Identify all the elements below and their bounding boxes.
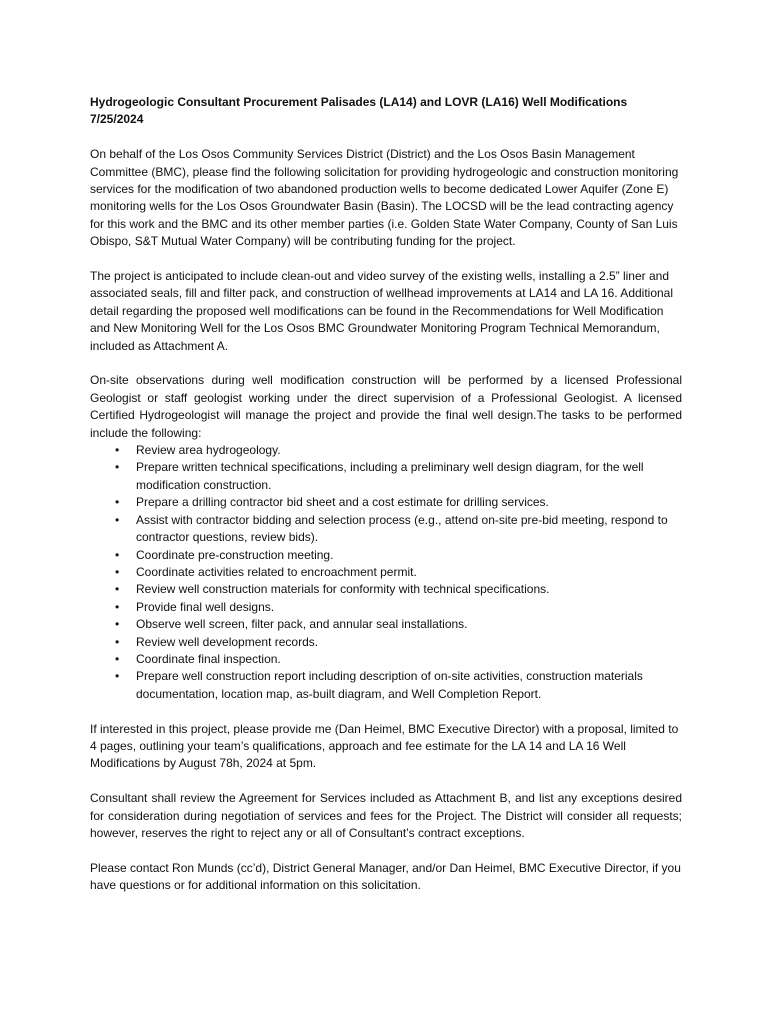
- task-text: Assist with contractor bidding and selection process (e.g., attend on-site pre-bid meeting, respond to contractor questions, review bids).: [136, 512, 668, 545]
- bullet-icon: •: [115, 582, 120, 597]
- task-item: [115, 459, 682, 494]
- task-text: Prepare written technical specifications, including a preliminary well design diagram, for the well modification construction.: [136, 460, 644, 492]
- task-text: Observe well screen, filter pack, and annular seal installations.: [136, 617, 468, 632]
- task-item: [115, 512, 682, 547]
- bullet-icon: •: [115, 634, 120, 649]
- bullet-icon: •: [115, 651, 120, 666]
- bullet-icon: •: [115, 547, 120, 562]
- document-date: 7/25/2024: [90, 112, 144, 127]
- observations-paragraph: On-site observations during well modification construction will be performed by a licensed Professional Geologist or staff geologist working under the direct supervision of a Professional Geologist. A licensed Certified Hydrogeologist will manage the project and provide the final well design.The tasks to be performed include the following:: [90, 373, 682, 440]
- task-text: Prepare a drilling contractor bid sheet and a cost estimate for drilling services.: [136, 495, 549, 510]
- bullet-icon: •: [115, 443, 120, 458]
- task-item: [115, 599, 682, 616]
- task-text: Provide final well designs.: [136, 599, 275, 614]
- task-item: [115, 616, 682, 633]
- contact-paragraph: Please contact Ron Munds (cc’d), District General Manager, and/or Dan Heimel, BMC Executive Director, if you have questions or for additional information on this solicitation.: [90, 860, 681, 893]
- task-item: [115, 581, 682, 598]
- task-text: Review area hydrogeology.: [136, 443, 281, 458]
- document-title: Hydrogeologic Consultant Procurement Palisades (LA14) and LOVR (LA16) Well Modifications: [90, 95, 628, 109]
- task-list: [90, 442, 682, 703]
- task-text: Review well construction materials for conformity with technical specifications.: [136, 582, 550, 597]
- agreement-paragraph: Consultant shall review the Agreement for Services included as Attachment B, and list any exceptions desired for consideration during negotiation of services and fees for the Project. The District will consider all requests; however, reserves the right to reject any or all of Consultant’s contract exceptions.: [90, 791, 682, 840]
- task-text: Review well development records.: [136, 634, 319, 649]
- bullet-icon: •: [115, 495, 120, 510]
- task-item: [115, 564, 682, 581]
- task-text: Coordinate pre-construction meeting.: [136, 547, 334, 562]
- task-item: [115, 494, 682, 511]
- scope-paragraph: The project is anticipated to include clean-out and video survey of the existing wells, installing a 2.5” liner and associated seals, fill and filter pack, and construction of wellhead improvements at LA14 and LA 16. Additional detail regarding the proposed well modifications can be found in the Recommendations for Well Modification and New Monitoring Well for the Los Osos BMC Groundwater Monitoring Program Technical Memorandum, included as Attachment A.: [90, 269, 674, 353]
- task-text: Coordinate activities related to encroachment permit.: [136, 564, 417, 579]
- task-item: [115, 634, 682, 651]
- bullet-icon: •: [115, 599, 120, 614]
- task-item: [115, 668, 682, 703]
- intro-paragraph: On behalf of the Los Osos Community Services District (District) and the Los Osos Basin Management Committee (BMC), please find the following solicitation for providing hydrogeologic and construction monitoring services for the modification of two abandoned production wells to become dedicated Lower Aquifer (Zone E) monitoring wells for the Los Osos Groundwater Basin (Basin). The LOCSD will be the lead contracting agency for this work and the BMC and its other member parties (i.e. Golden State Water Company, County of San Luis Obispo, S&T Mutual Water Company) will be contributing funding for the project.: [90, 147, 679, 249]
- proposal-paragraph: If interested in this project, please provide me (Dan Heimel, BMC Executive Director) with a proposal, limited to 4 pages, outlining your team’s qualifications, approach and fee estimate for the LA 14 and LA 16 Well Modifications by August 78h, 2024 at 5pm.: [90, 721, 679, 771]
- letter-body: [90, 94, 682, 912]
- task-item: [115, 651, 682, 668]
- bullet-icon: •: [115, 564, 120, 579]
- bullet-icon: •: [115, 460, 120, 475]
- task-item: [115, 442, 682, 459]
- bullet-icon: •: [115, 617, 120, 632]
- task-text: Coordinate final inspection.: [136, 651, 281, 666]
- task-item: [115, 547, 682, 564]
- task-text: Prepare well construction report including description of on-site activities, construction materials documentation, location map, as-built diagram, and Well Completion Report.: [136, 669, 643, 701]
- spacer: [90, 129, 682, 146]
- bullet-icon: •: [115, 512, 120, 527]
- bullet-icon: •: [115, 669, 120, 684]
